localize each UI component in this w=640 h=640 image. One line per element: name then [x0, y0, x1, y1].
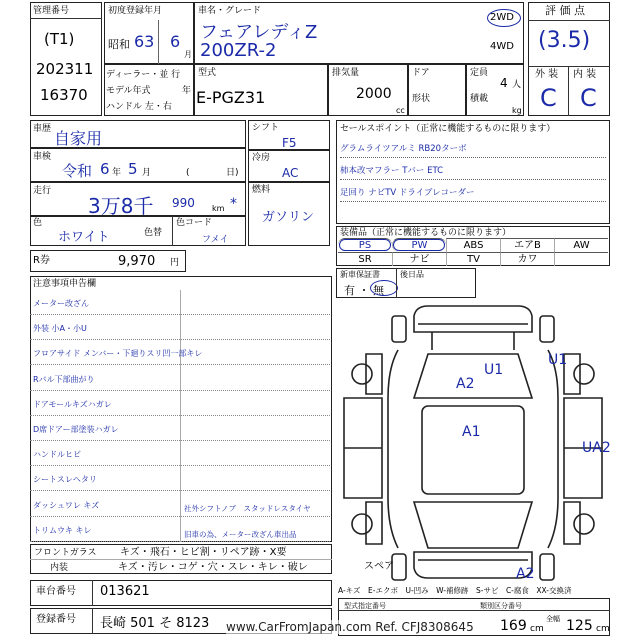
color-change-label: 色替 [144, 228, 163, 238]
capacity-value: 4 [500, 76, 508, 90]
notes-row [30, 441, 330, 466]
equipment-item: SR [338, 252, 392, 266]
plate-label: 登録番号 [36, 614, 76, 625]
mileage-value: 3万8千 [88, 194, 154, 218]
mileage-label: 走行 [33, 186, 52, 196]
dims-l-label: 型式指定番号 [344, 602, 386, 610]
color-value: ホワイト [58, 230, 110, 245]
door-label: ドア [412, 68, 430, 78]
dims-w-value: 125 [566, 618, 593, 634]
model-grade: 200ZR-2 [200, 40, 277, 61]
notes-right1: 社外シフトノブ スタッドレスタイヤ [184, 504, 311, 513]
recycle-unit: 円 [170, 258, 180, 268]
notes-item: 外装 小A・小U [33, 324, 87, 334]
notes-item: メーター改ざん [33, 299, 89, 308]
model-year-label: モデル年式 [106, 86, 151, 96]
first-reg-month: 6 [170, 32, 181, 51]
warranty-circle [370, 280, 398, 296]
notes-item: Rバル下部曲がり [33, 374, 95, 384]
equipment-item: カワ [500, 252, 554, 266]
inspection-year-unit: 年 [112, 168, 122, 178]
damage-mark: UA2 [582, 440, 611, 456]
dims-l-unit: cm [530, 624, 544, 634]
equipment-item: エアB [500, 238, 554, 252]
drive-4wd: 4WD [490, 41, 514, 52]
damage-mark: A2 [516, 566, 535, 582]
model-name: フェアレディZ [200, 22, 318, 43]
equipment-item: PW [392, 238, 446, 252]
equipment-item [554, 252, 608, 266]
notes-row [30, 416, 330, 441]
mgmt-num2: 16370 [40, 86, 88, 104]
usage-value: 自家用 [54, 129, 103, 148]
notes-item: シートスレヘタリ [33, 475, 97, 485]
mileage-mark: * [230, 196, 237, 212]
score-value: (3.5) [538, 28, 591, 53]
shift-label: シフト [252, 123, 280, 133]
aircon-label: 冷房 [252, 153, 271, 163]
notes-row [30, 366, 330, 391]
displacement-unit: cc [396, 106, 405, 115]
notes-right2: 旧車の為、メーター改ざん車出品 [184, 530, 297, 539]
notes-row [30, 391, 330, 416]
type-label: 型式 [198, 68, 217, 78]
watermark: www.CarFromJapan.com Ref. CFJ8308645 [226, 620, 474, 634]
mgmt-code: (T1) [44, 30, 75, 48]
equipment-label: 装備品（正常に機能するものに限ります） [340, 228, 512, 238]
score-int: C [580, 84, 597, 112]
notes-row [30, 315, 330, 340]
displacement-label: 排気量 [332, 68, 360, 78]
damage-mark: A2 [456, 376, 475, 392]
interior-value: キズ・汚レ・コゲ・穴・スレ・キレ・破レ [118, 562, 308, 573]
score-label: 評 価 点 [545, 4, 585, 17]
damage-mark: U1 [548, 352, 568, 368]
manual-label: 後日品 [400, 270, 424, 279]
interior-label: 内装 [50, 563, 69, 573]
warranty-value: 有 ・ 無 [344, 284, 384, 297]
notes-item: フロアサイド メンバー・下廻りスリ凹一部キレ [33, 349, 203, 359]
aircon-value: AC [282, 166, 299, 180]
color-code-label: 色コード [176, 218, 213, 228]
inspection-label: 車検 [33, 152, 52, 162]
sales-item: グラムライツアルミ RB20ターボ [340, 142, 606, 158]
load-unit: kg [512, 106, 522, 115]
inspection-year: 6 [100, 160, 110, 178]
color-label: 色 [33, 218, 43, 228]
shift-value: F5 [282, 136, 297, 150]
model-year-unit: 年 [182, 86, 192, 96]
glass-label: フロントガラス [34, 548, 97, 558]
dims-w-unit: cm [596, 624, 610, 634]
notes-label: 注意事項申告欄 [33, 279, 97, 289]
notes-item: トリムウキ キレ [33, 525, 92, 535]
mileage-sub: 990 [172, 196, 195, 210]
dims-l2-label: 類別区分番号 [480, 602, 522, 610]
notes-row [30, 466, 330, 491]
capacity-unit: 人 [512, 80, 522, 90]
score-ext-label: 外 装 [535, 69, 559, 80]
color-code: フメイ [202, 235, 229, 245]
usage-label: 車歴 [33, 124, 52, 134]
notes-row [30, 340, 330, 365]
model-label: 車名・グレード [198, 6, 262, 16]
inspection-day-unit: 日) [226, 168, 239, 178]
first-reg-label: 初度登録年月 [108, 6, 163, 16]
damage-mark: A1 [462, 424, 481, 440]
mgmt-num1: 202311 [36, 60, 94, 78]
vehicle-no-value: 013621 [100, 584, 150, 599]
inspection-era: 令和 [62, 162, 93, 180]
first-reg-era: 昭和 [108, 38, 130, 51]
notes-item: ドアモールキズハガレ [33, 399, 112, 409]
mileage-unit: km [212, 204, 225, 213]
sales-label: セールスポイント（正常に機能するものに限ります） [340, 124, 556, 134]
legend: A-キズ E-エクボ U-凹み W-補修跡 S-サビ C-腐食 XX-交換済 [338, 586, 572, 595]
inspection-paren: ( [186, 168, 190, 178]
notes-row [30, 290, 330, 315]
plate-value: 長崎 501 そ 8123 [100, 616, 210, 631]
inspection-month-unit: 月 [142, 168, 152, 178]
load-label: 積載 [470, 94, 489, 104]
score-int-label: 内 装 [573, 69, 597, 80]
dims-w-label: 全幅 [546, 615, 560, 623]
equipment-item: AW [554, 238, 608, 252]
dealer-label: ディーラー・並 行 [106, 70, 181, 80]
inspection-month: 5 [128, 160, 138, 178]
glass-value: キズ・飛石・ヒビ割・リペア跡・X要 [120, 547, 287, 558]
recycle-label: R券 [33, 255, 50, 266]
score-ext: C [540, 84, 557, 112]
capacity-label: 定員 [470, 68, 489, 78]
drive-2wd: 2WD [490, 12, 514, 23]
car-diagram [336, 298, 610, 584]
equipment-grid [338, 238, 608, 266]
first-reg-year: 63 [134, 32, 155, 51]
displacement-value: 2000 [356, 86, 392, 102]
fuel-value: ガソリン [262, 210, 315, 225]
mgmt-label: 管理番号 [33, 6, 70, 16]
equipment-item: ナビ [392, 252, 446, 266]
equipment-item: TV [446, 252, 500, 266]
handle-label: ハンドル 左・右 [106, 102, 172, 112]
recycle-box [30, 250, 186, 272]
first-reg-month-unit: 月 [184, 50, 192, 59]
sales-item: 柿本改マフラー Tバー ETC [340, 164, 606, 180]
recycle-value: 9,970 [118, 254, 156, 269]
warranty-label: 新車保証書 [340, 270, 380, 279]
type-value: E-PGZ31 [196, 88, 266, 107]
notes-item: ハンドルヒビ [33, 450, 81, 460]
damage-mark: U1 [484, 362, 504, 378]
spare-label: スペア [364, 561, 394, 572]
fuel-label: 燃料 [252, 185, 271, 195]
equipment-item: PS [338, 238, 392, 252]
vehicle-no-label: 車台番号 [36, 586, 76, 597]
notes-item: ダッシュワレ キズ [33, 500, 100, 510]
equipment-item: ABS [446, 238, 500, 252]
dims-l-value: 169 [500, 618, 527, 634]
shape-label: 形状 [412, 94, 431, 104]
notes-item: D席ドアー部塗装ハガレ [33, 425, 119, 434]
sales-item: 足回り ナビTV ドライブレコーダー [340, 186, 606, 202]
